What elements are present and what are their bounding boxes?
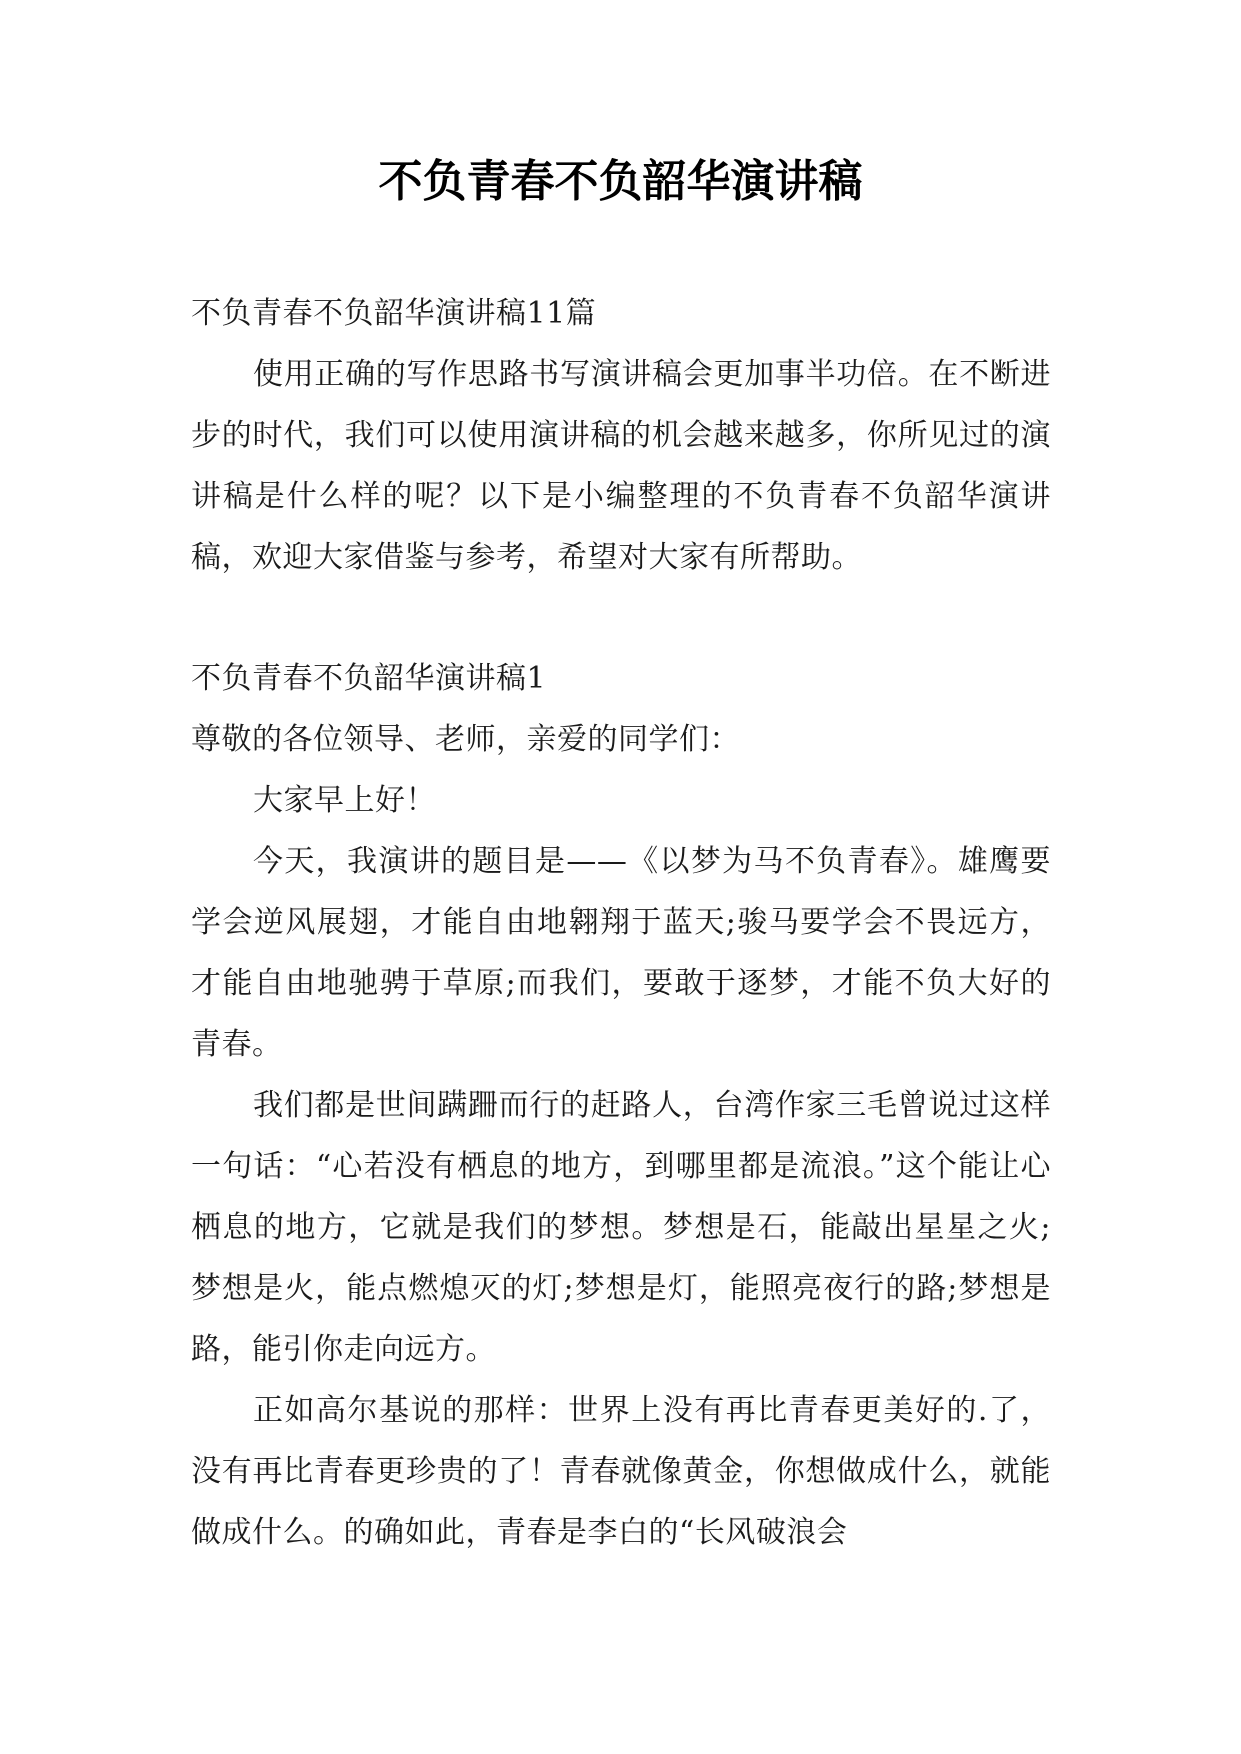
document-body [191,283,1051,1563]
greeting: 大家早上好！ [253,783,436,818]
salutation: 尊敬的各位领导、老师，亲爱的同学们： [191,722,740,757]
section-gap [191,588,1051,648]
body-paragraph: 今天，我演讲的题目是——《以梦为马不负青春》。雄鹰要学会逆风展翅，才能自由地翱翔于蓝天;骏马要学会不畏远方，才能自由地驰骋于草原;而我们，要敢于逐梦，才能不负大好的青春。 [191,844,1051,1062]
subtitle: 不负青春不负韶华演讲稿11篇 [191,296,597,331]
body-paragraph: 正如高尔基说的那样：世界上没有再比青春更美好的.了，没有再比青春更珍贵的了！青春就像黄金，你想做成什么，就能做成什么。的确如此，青春是李白的“长风破浪会 [191,1393,1051,1550]
intro-paragraph: 使用正确的写作思路书写演讲稿会更加事半功倍。在不断进步的时代，我们可以使用演讲稿的机会越来越多，你所见过的演讲稿是什么样的呢？以下是小编整理的不负青春不负韶华演讲稿，欢迎大家借鉴与参考，希望对大家有所帮助。 [191,357,1051,575]
section-heading: 不负青春不负韶华演讲稿1 [191,661,547,696]
document-title: 不负青春不负韶华演讲稿 [378,156,863,207]
body-paragraph: 我们都是世间蹒跚而行的赶路人，台湾作家三毛曾说过这样一句话：“心若没有栖息的地方，到哪里都是流浪。”这个能让心栖息的地方，它就是我们的梦想。梦想是石，能敲出星星之火;梦想是火，能点燃熄灭的灯;梦想是灯，能照亮夜行的路;梦想是路，能引你走向远方。 [191,1088,1051,1367]
